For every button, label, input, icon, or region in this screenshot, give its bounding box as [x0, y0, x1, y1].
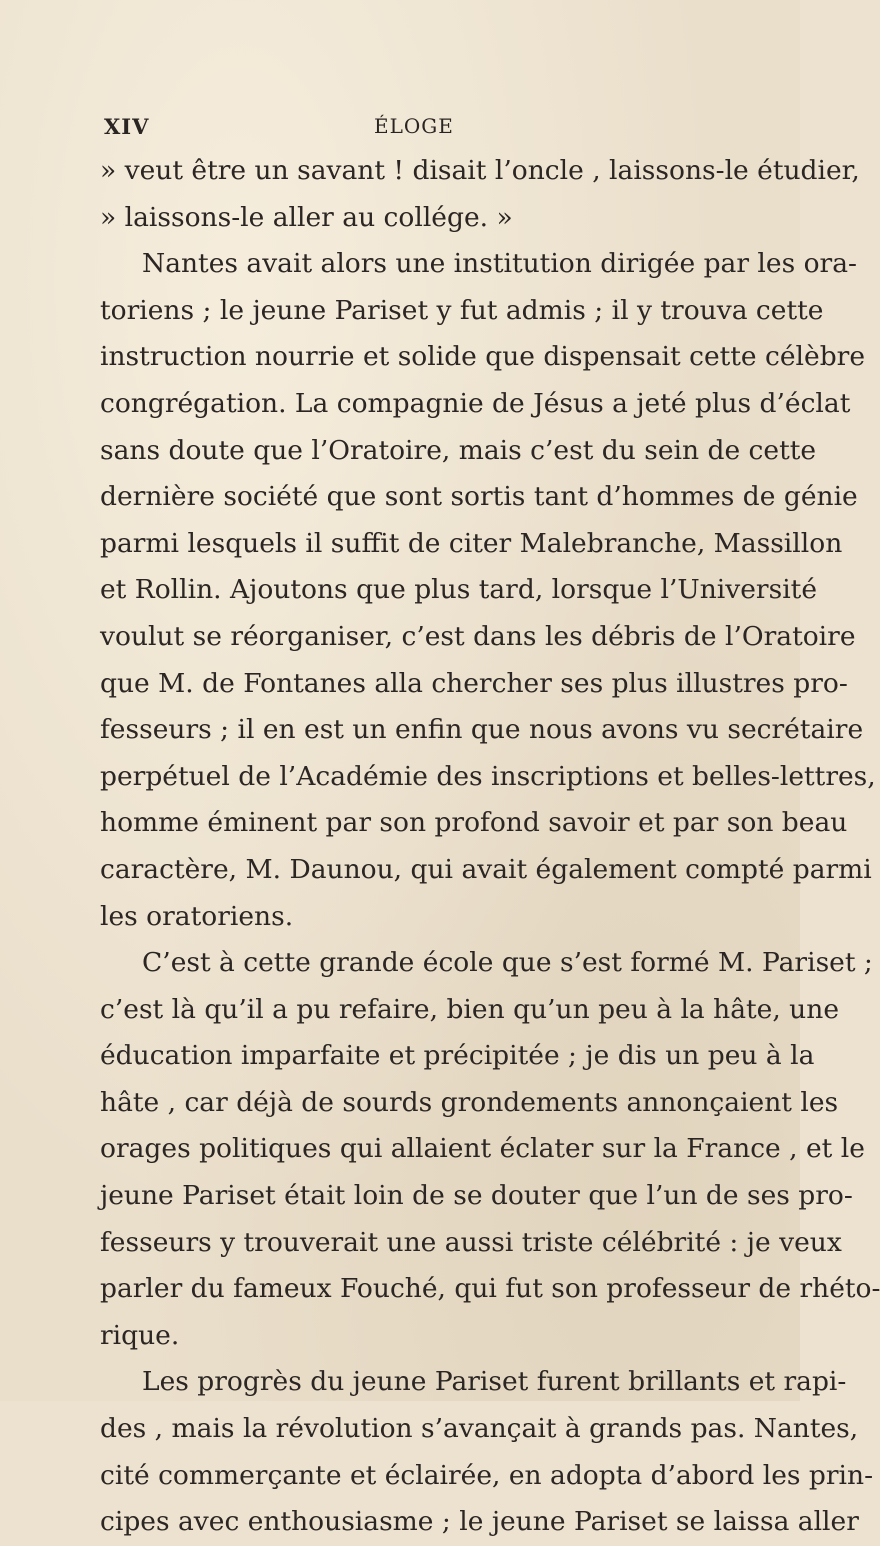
text-line: parmi lesquels il suffit de citer Malebranche, Massillon: [100, 527, 843, 559]
text-line: parler du fameux Fouché, qui fut son professeur de rhéto-: [100, 1273, 880, 1305]
text-line: perpétuel de l’Académie des inscriptions et belles-lettres,: [100, 760, 876, 792]
running-head: [104, 114, 728, 144]
body-text: [100, 148, 880, 1546]
text-line: jeune Pariset était loin de se douter que l’un de ses pro-: [100, 1180, 853, 1212]
text-line: fesseurs ; il en est un enfin que nous avons vu secrétaire: [100, 714, 864, 746]
text-line: Nantes avait alors une institution dirigée par les ora-: [142, 248, 857, 280]
text-line: homme éminent par son profond savoir et par son beau: [100, 807, 848, 839]
text-line: congrégation. La compagnie de Jésus a jeté plus d’éclat: [100, 387, 851, 419]
text-line: que M. de Fontanes alla chercher ses plus illustres pro-: [100, 667, 848, 699]
text-line: orages politiques qui allaient éclater sur la France , et le: [100, 1133, 865, 1165]
text-line: hâte , car déjà de sourds grondements annonçaient les: [100, 1086, 839, 1118]
text-line: dernière société que sont sortis tant d’hommes de génie: [100, 481, 858, 513]
text-line: éducation imparfaite et précipitée ; je dis un peu à la: [100, 1040, 815, 1072]
text-line: rique.: [100, 1319, 180, 1351]
page-number: XIV: [104, 114, 150, 139]
text-line: voulut se réorganiser, c’est dans les débris de l’Oratoire: [100, 620, 856, 652]
text-line: instruction nourrie et solide que dispensait cette célèbre: [100, 341, 866, 373]
text-line: caractère, M. Daunou, qui avait également compté parmi: [100, 853, 872, 885]
text-line: C’est à cette grande école que s’est formé M. Pariset ;: [142, 947, 873, 979]
text-line: » veut être un savant ! disait l’oncle , laissons-le étudier,: [100, 155, 860, 186]
text-line: fesseurs y trouverait une aussi triste célébrité : je veux: [100, 1226, 842, 1258]
text-line: des , mais la révolution s’avançait à grands pas. Nantes,: [100, 1413, 859, 1445]
text-line: » laissons-le aller au collége. »: [100, 201, 513, 233]
text-line: sans doute que l’Oratoire, mais c’est du sein de cette: [100, 434, 817, 466]
text-line: c’est là qu’il a pu refaire, bien qu’un peu à la hâte, une: [100, 993, 839, 1025]
text-line: Les progrès du jeune Pariset furent brillants et rapi-: [142, 1366, 847, 1398]
running-title: ÉLOGE: [374, 114, 454, 138]
text-line: cipes avec enthousiasme ; le jeune Pariset se laissa aller: [100, 1506, 859, 1538]
text-line: cité commerçante et éclairée, en adopta d’abord les prin-: [100, 1459, 874, 1491]
text-line: toriens ; le jeune Pariset y fut admis ; il y trouva cette: [100, 294, 824, 326]
text-line: et Rollin. Ajoutons que plus tard, lorsque l’Université: [100, 574, 818, 606]
text-line: les oratoriens.: [100, 900, 294, 932]
